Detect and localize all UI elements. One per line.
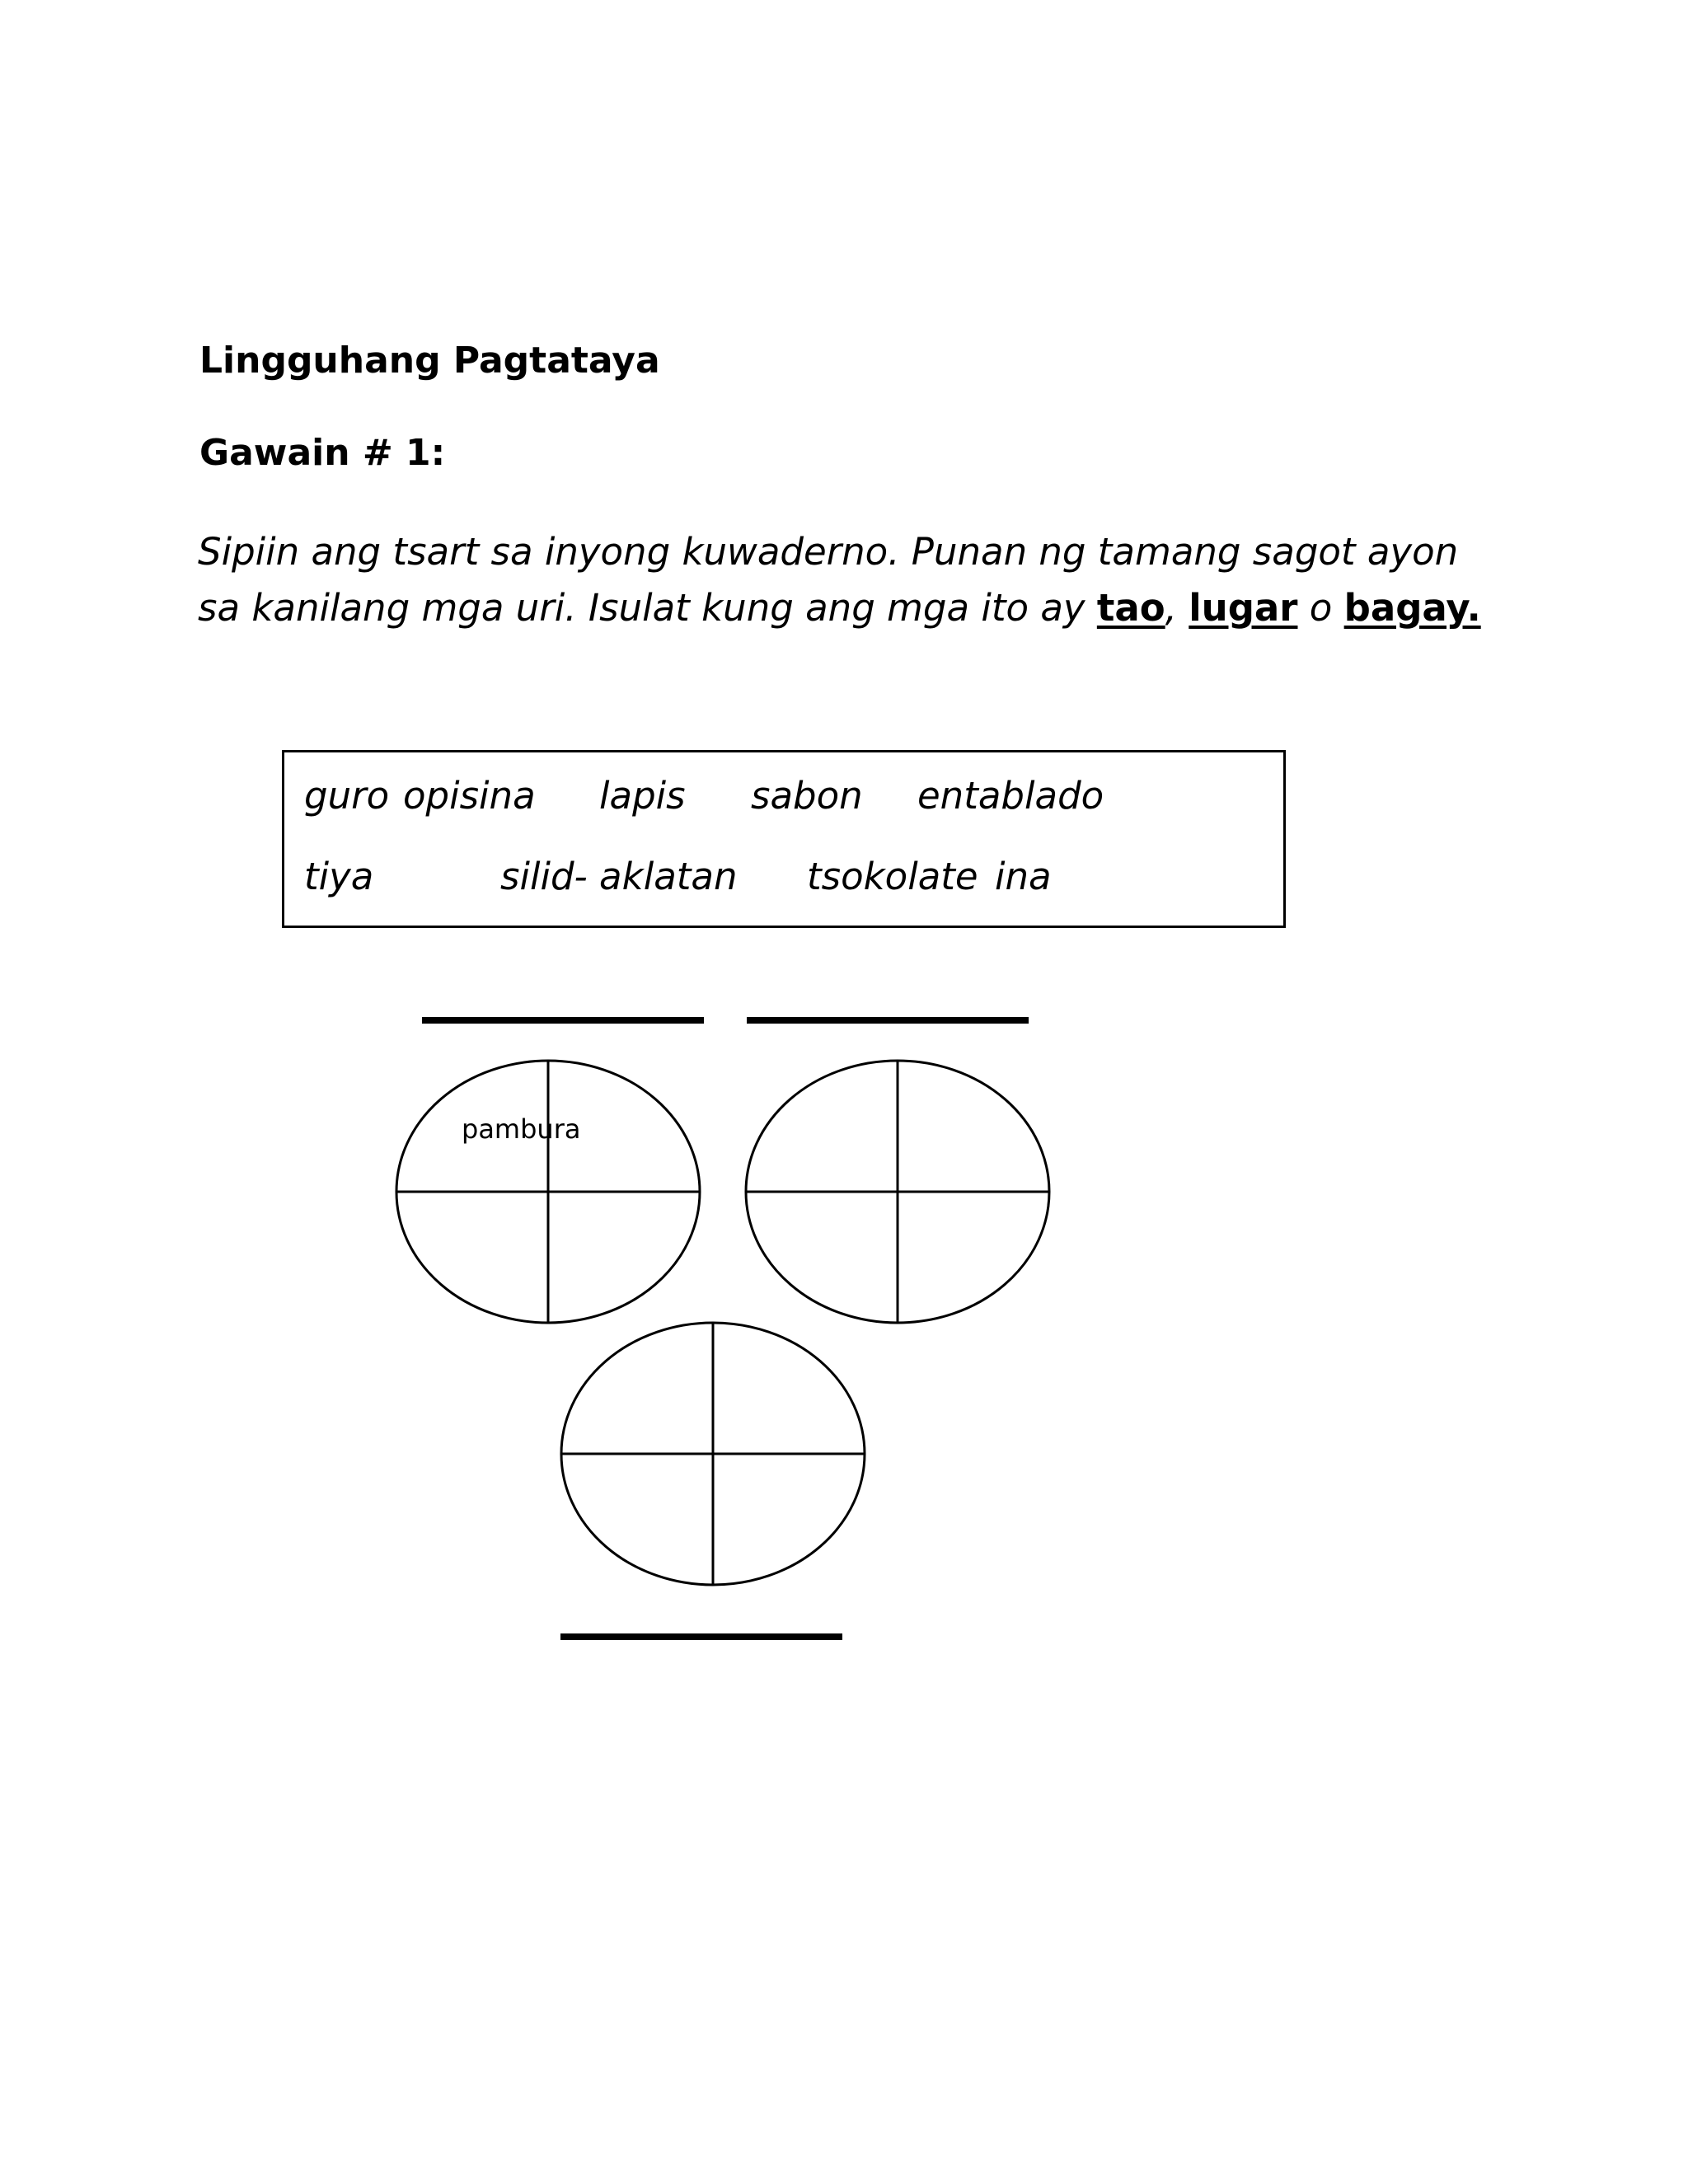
answer-blank-2	[747, 1017, 1029, 1024]
answer-blank-3	[560, 1633, 842, 1640]
word-tsokolate: tsokolate	[807, 855, 978, 898]
word-lapis: lapis	[599, 774, 686, 818]
word-sabon: sabon	[751, 774, 863, 818]
keyword-tao: tao	[1096, 586, 1165, 630]
word-entablado: entablado	[917, 774, 1104, 818]
word-opisina: opisina	[403, 774, 536, 818]
word-ina: ina	[995, 855, 1052, 898]
word-silid-aklatan: silid- aklatan	[500, 855, 738, 898]
category-diagram-2	[743, 1058, 1052, 1325]
instructions-line-1: Sipiin ang tsart sa inyong kuwaderno. Punan ng tamang sagot ayon	[198, 530, 1459, 574]
diagram-1-cell-text: pambura	[462, 1113, 581, 1145]
answer-blank-1	[422, 1017, 704, 1024]
separator-o: o	[1297, 586, 1344, 630]
word-bank-box	[282, 750, 1286, 928]
page-title: Lingguhang Pagtataya	[199, 340, 660, 382]
instructions-line-2	[198, 580, 1517, 636]
separator-comma: ,	[1165, 586, 1189, 630]
instructions	[198, 524, 1517, 636]
instructions-line-2-text: sa kanilang mga uri. Isulat kung ang mga ito ay	[198, 586, 1097, 630]
keyword-bagay: bagay.	[1343, 586, 1481, 630]
category-diagram-3	[559, 1320, 867, 1587]
word-guro: guro	[304, 774, 390, 818]
category-diagram-1	[394, 1058, 702, 1325]
keyword-lugar: lugar	[1189, 586, 1298, 630]
word-tiya: tiya	[304, 855, 374, 898]
activity-heading: Gawain # 1:	[199, 432, 446, 474]
